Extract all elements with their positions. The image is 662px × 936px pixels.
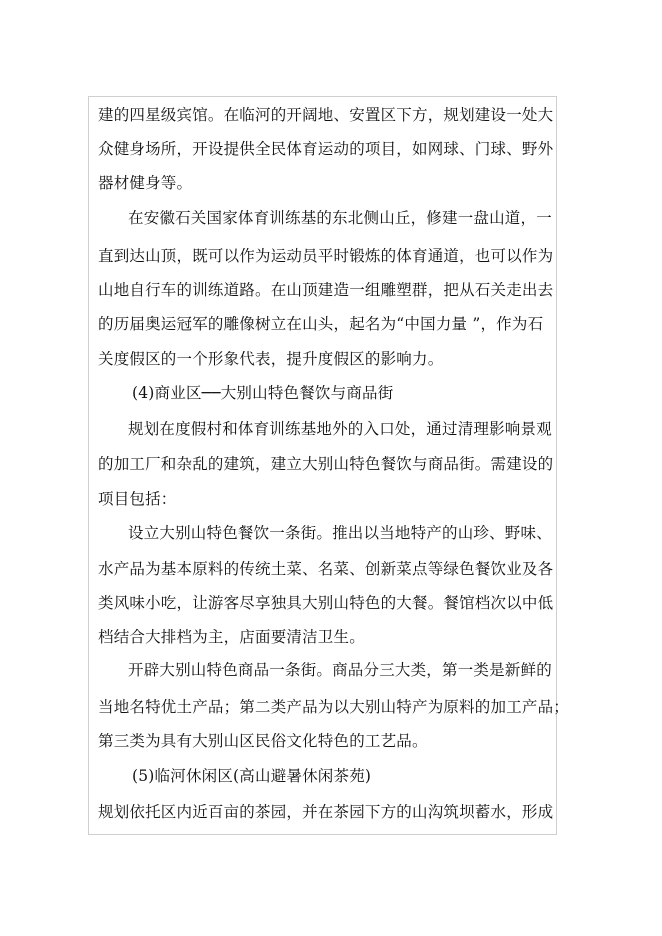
text-line: 关度假区的一个形象代表，提升度假区的影响力。 — [98, 350, 444, 368]
text-line: 在安徽石关国家体育训练基的东北侧山丘，修建一盘山道，一 — [128, 209, 552, 227]
text-line: 类风味小吃，让游客尽享独具大别山特色的大餐。餐馆档次以中低 — [98, 594, 554, 612]
text-line: 众健身场所，开设提供全民体育运动的项目，如网球、门球、野外 — [98, 140, 554, 158]
text-line: 档结合大排档为主，店面要清洁卫生。 — [98, 628, 365, 646]
text-line: 设立大别山特色餐饮一条街。推出以当地特产的山珍、野味、 — [128, 524, 552, 542]
text-line: 直到达山顶，既可以作为运动员平时锻炼的体育通道，也可以作为 — [98, 247, 554, 265]
text-line: 的加工厂和杂乱的建筑，建立大别山特色餐饮与商品街。需建设的 — [98, 455, 554, 473]
text-line: 的历届奥运冠军的雕像树立在山头，起名为“中国力量 ”，作为石 — [98, 315, 544, 333]
text-line: 水产品为基本原料的传统土菜、名菜、创新菜点等绿色餐饮业及各 — [98, 560, 554, 578]
text-line: 建的四星级宾馆。在临河的开阔地、安置区下方，规划建设一处大 — [98, 106, 554, 124]
text-line: 器材健身等。 — [98, 174, 193, 192]
section-heading: (4)商业区──大别山特色餐饮与商品街 — [132, 384, 394, 402]
text-line: 第三类为具有大别山区民俗文化特色的工艺品。 — [98, 732, 428, 750]
section-heading: (5)临河休闲区(高山避暑休闲茶苑) — [132, 767, 372, 785]
text-line: 当地名特优土产品；第二类产品为以大别山特产为原料的加工产品； — [98, 698, 570, 716]
text-line: 规划在度假村和体育训练基地外的入口处，通过清理影响景观 — [128, 420, 552, 438]
text-line: 开辟大别山特色商品一条街。商品分三大类，第一类是新鲜的 — [128, 661, 552, 679]
text-line: 项目包括： — [98, 490, 177, 508]
text-line: 规划依托区内近百亩的茶园，并在茶园下方的山沟筑坝蓄水，形成 — [98, 803, 554, 821]
text-line: 山地自行车的训练道路。在山顶建造一组雕塑群，把从石关走出去 — [98, 281, 554, 299]
